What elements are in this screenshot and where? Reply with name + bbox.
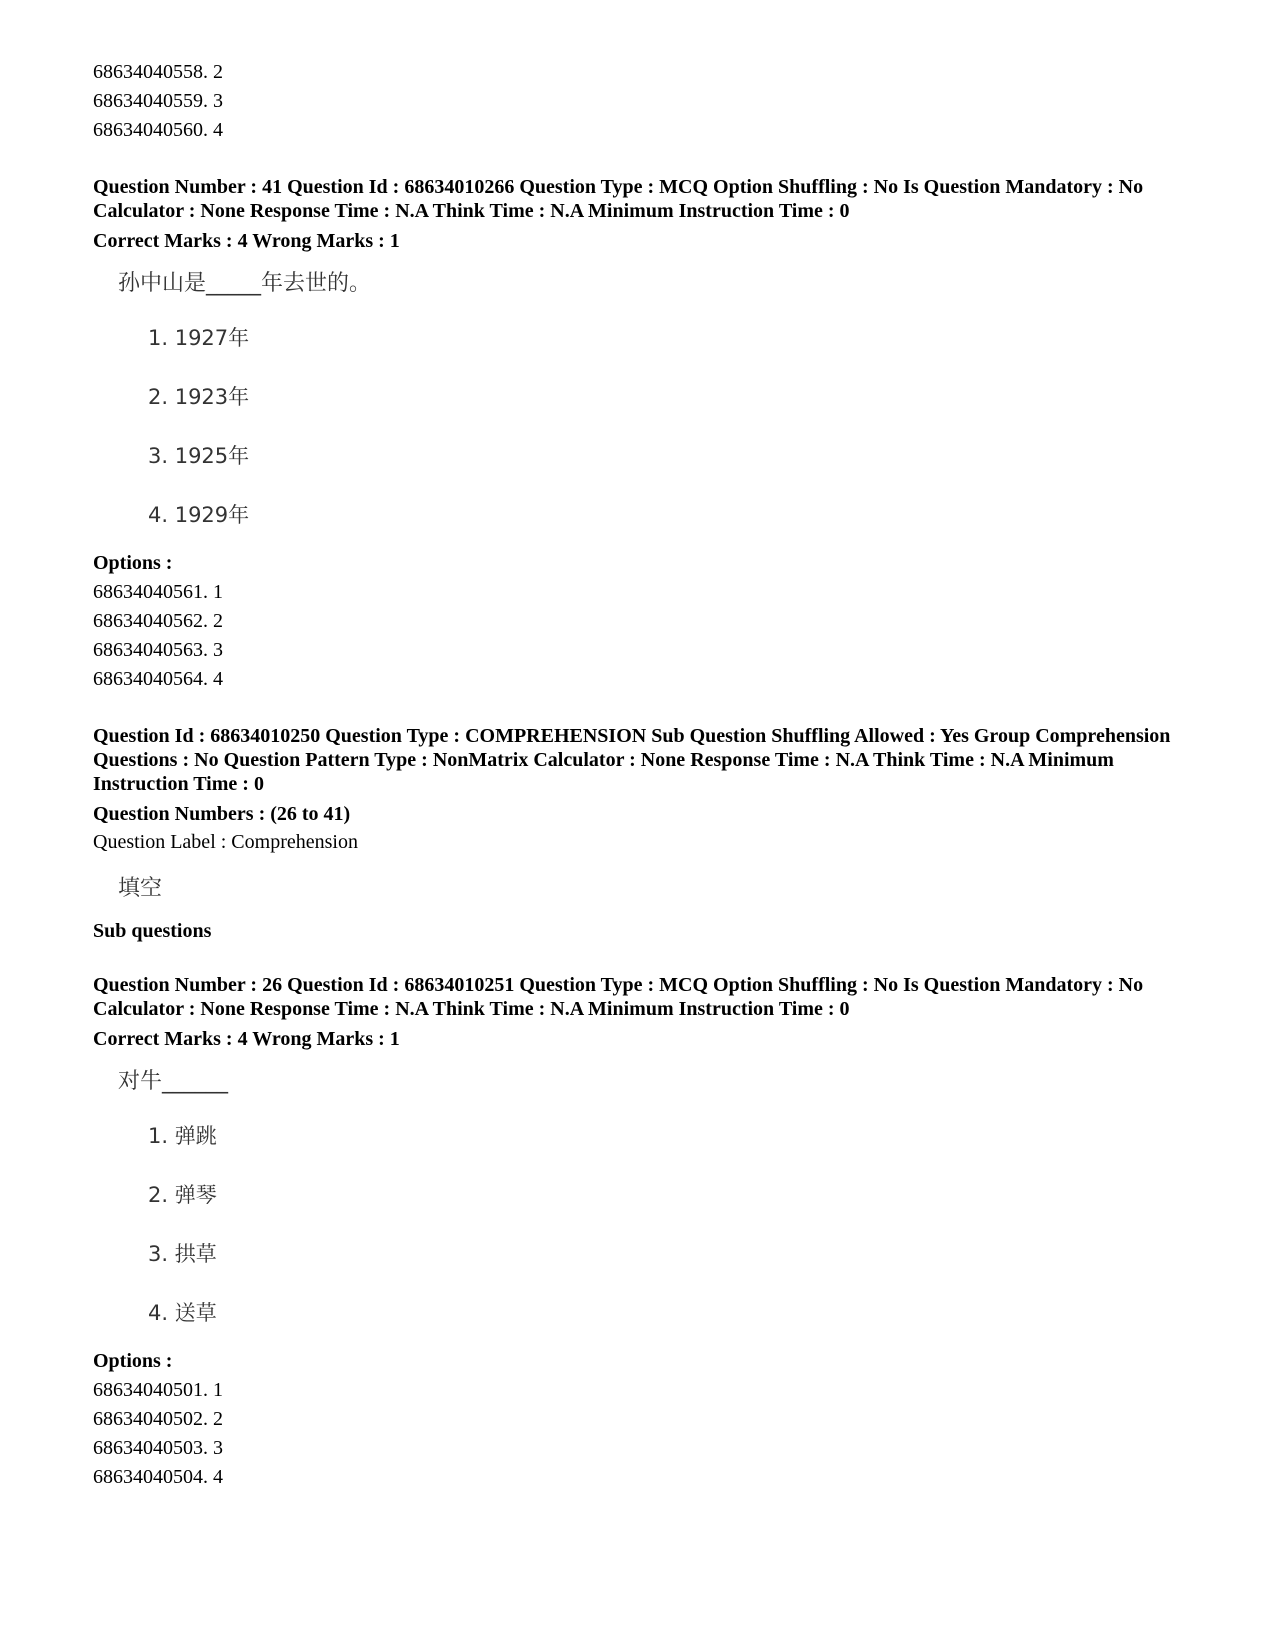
option-row: 68634040559. 3: [93, 90, 223, 112]
document-page: [93, 58, 1203, 1492]
question-choice: 2. 1923年: [148, 385, 250, 409]
question-choice: 1. 弹跳: [148, 1124, 217, 1148]
option-row: 68634040503. 3: [93, 1437, 223, 1459]
question-choice: 1. 1927年: [148, 326, 250, 350]
question-meta: Question Number : 26 Question Id : 68634010251 Question Type : MCQ Option Shuffling : No Is Question Mandatory : No Calculator : None Response Time : N.A Think Time : N.A Minimum Instruction Time : 0: [93, 974, 1144, 1020]
option-row: 68634040564. 4: [93, 668, 223, 690]
question-numbers: Question Numbers : (26 to 41): [93, 803, 351, 825]
question-marks: Correct Marks : 4 Wrong Marks : 1: [93, 1028, 400, 1050]
question-meta: Question Number : 41 Question Id : 68634010266 Question Type : MCQ Option Shuffling : No Is Question Mandatory : No Calculator : None Response Time : N.A Think Time : N.A Minimum Instruction Time : 0: [93, 176, 1144, 222]
option-row: 68634040561. 1: [93, 581, 223, 603]
question-stem: 孙中山是_____年去世的。: [118, 271, 372, 296]
comprehension-meta: Question Id : 68634010250 Question Type : COMPREHENSION Sub Question Shuffling Allowed : Yes Group Comprehension Questions : No Question Pattern Type : NonMatrix Calculator : None Response Time : N.A Think Time : N.A Minimum Instruction Time : 0: [93, 725, 1171, 795]
top-options-list: [93, 58, 1203, 145]
options-label: Options :: [93, 1350, 173, 1372]
option-row: 68634040558. 2: [93, 61, 223, 83]
question-choice: 4. 1929年: [148, 503, 250, 527]
question-marks: Correct Marks : 4 Wrong Marks : 1: [93, 230, 400, 252]
options-label: Options :: [93, 552, 173, 574]
comprehension-body: 填空: [118, 876, 163, 901]
option-row: 68634040502. 2: [93, 1408, 223, 1430]
option-row: 68634040563. 3: [93, 639, 223, 661]
sub-questions-heading: Sub questions: [93, 920, 212, 942]
question-stem: 对牛______: [118, 1069, 229, 1094]
question-label: Question Label : Comprehension: [93, 831, 358, 853]
question-choice: 3. 1925年: [148, 444, 250, 468]
question-41: [93, 175, 1203, 694]
option-row: 68634040504. 4: [93, 1466, 223, 1488]
question-choice: 2. 弹琴: [148, 1183, 217, 1207]
question-choice: 4. 送草: [148, 1301, 217, 1325]
comprehension-block: [93, 724, 1203, 943]
question-26: [93, 973, 1203, 1492]
question-choice: 3. 拱草: [148, 1242, 217, 1266]
option-row: 68634040501. 1: [93, 1379, 223, 1401]
option-row: 68634040562. 2: [93, 610, 223, 632]
option-row: 68634040560. 4: [93, 119, 223, 141]
